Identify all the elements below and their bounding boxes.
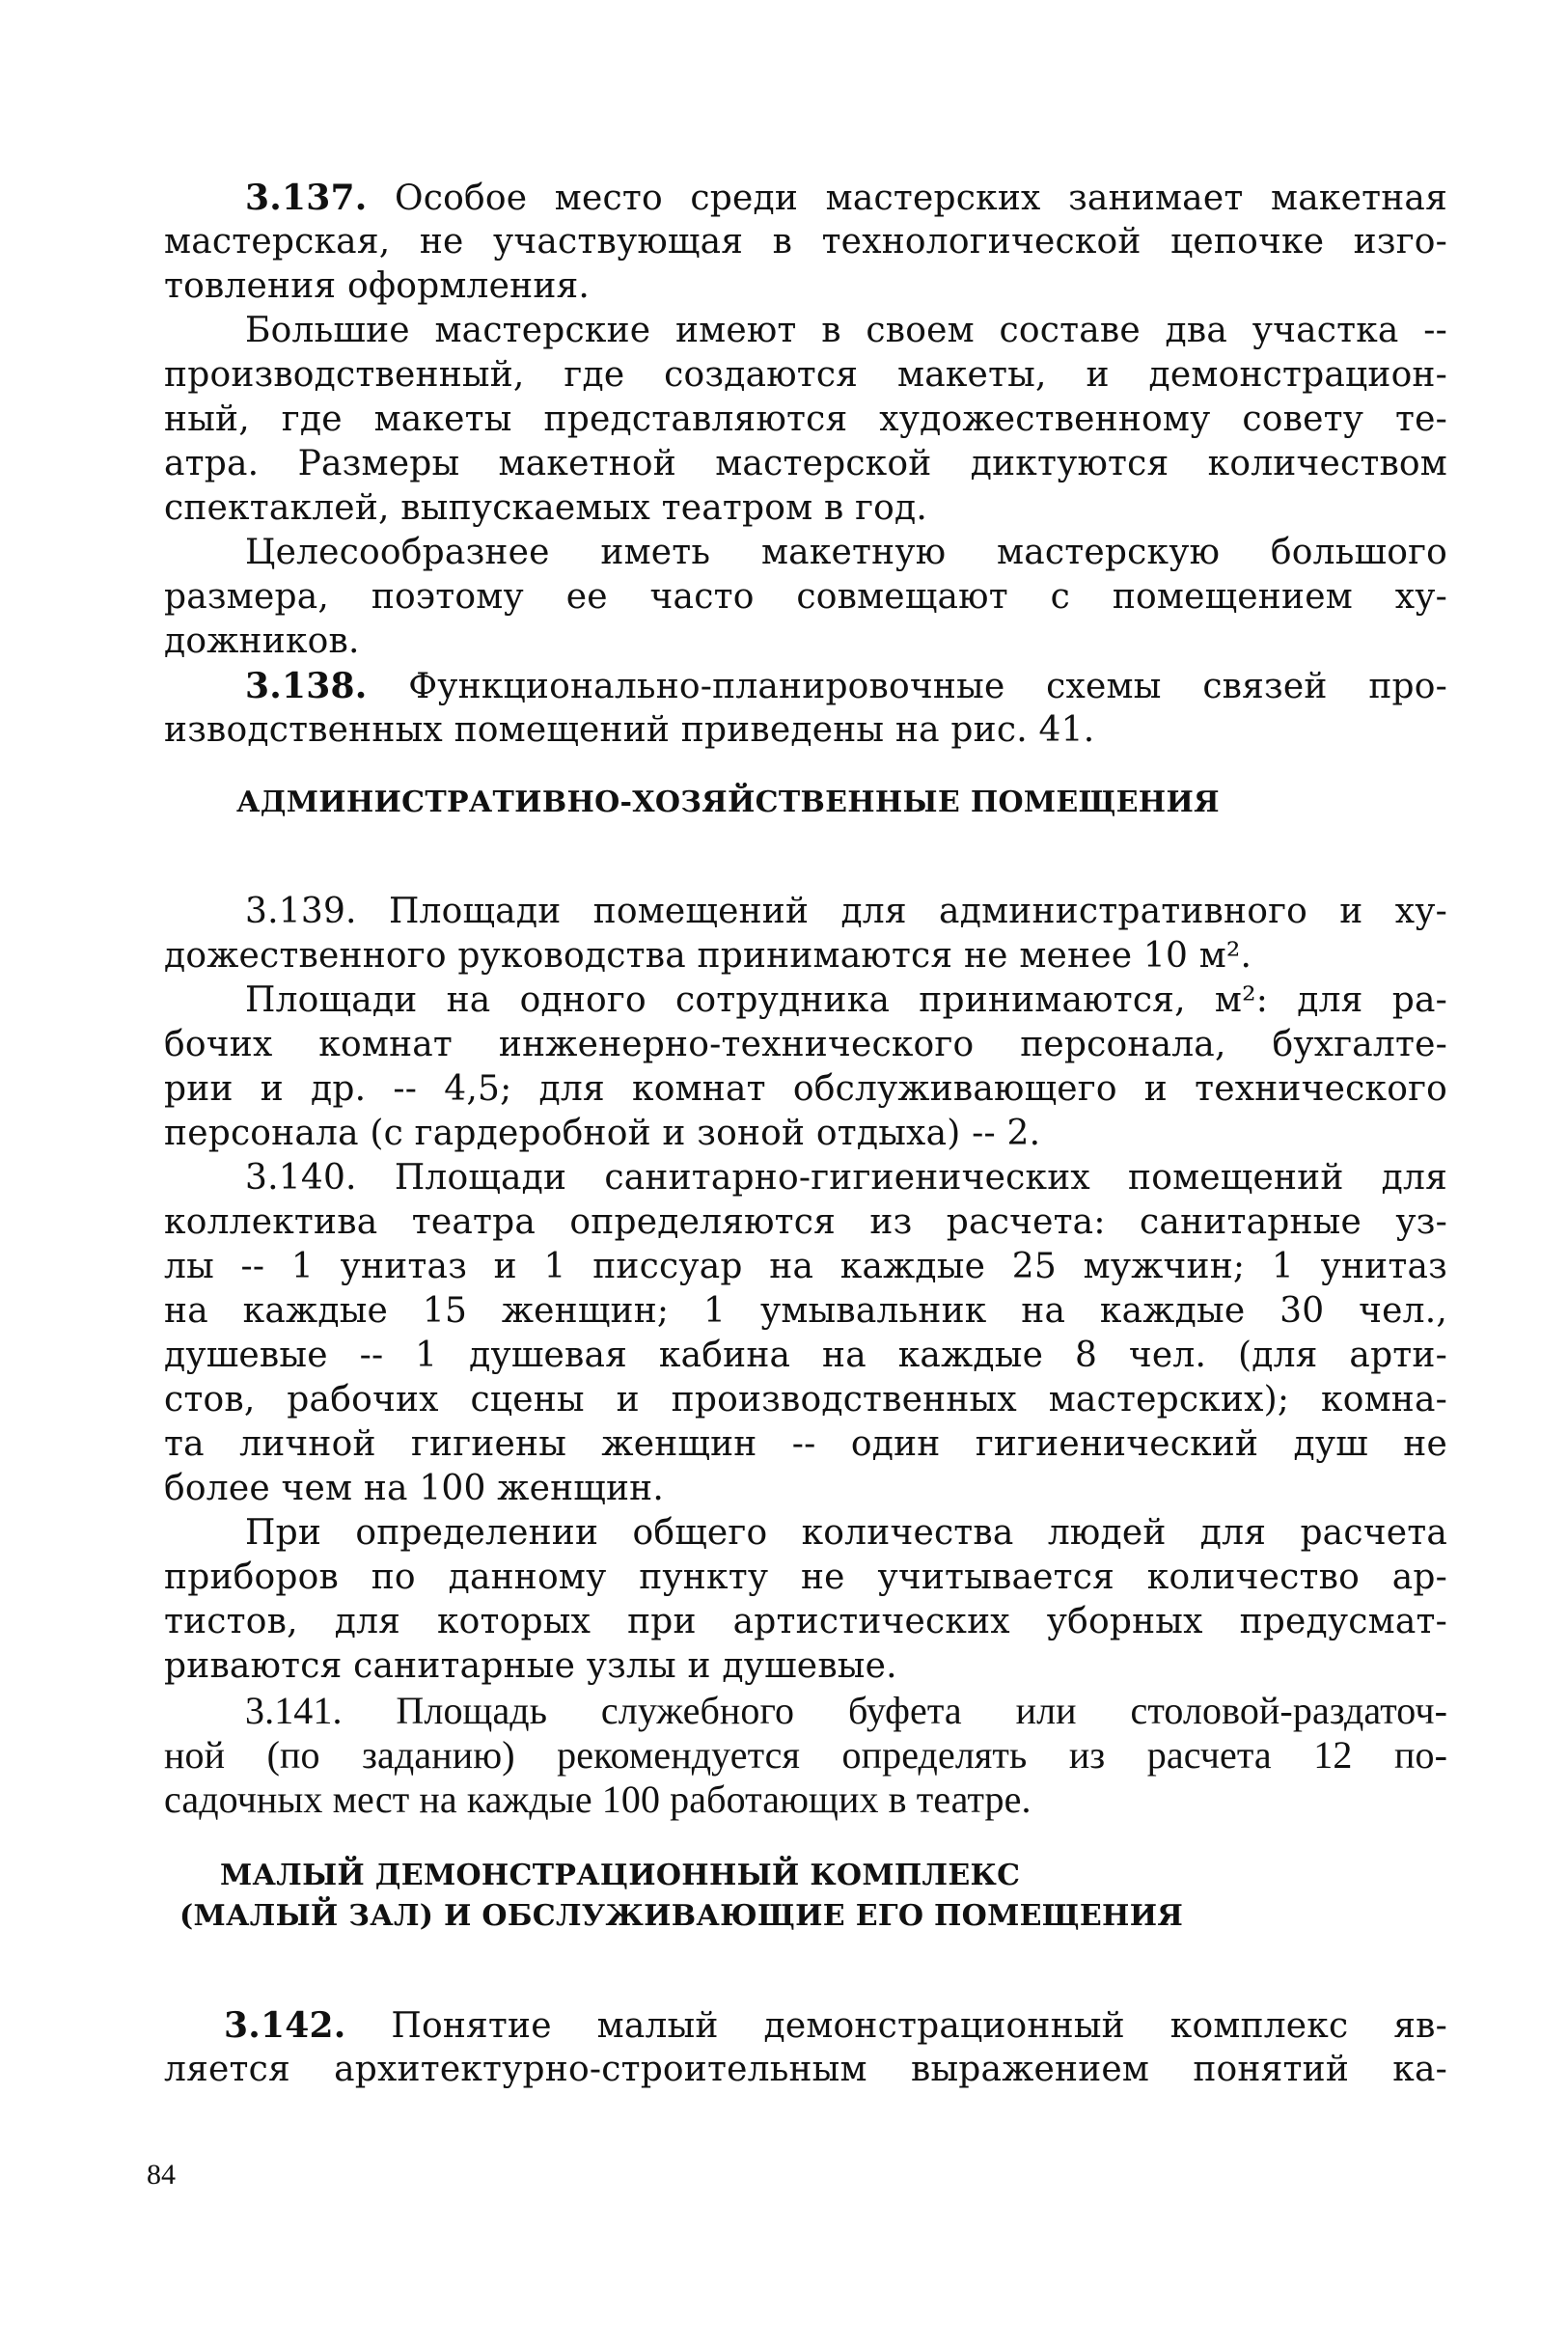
text-line: та личной гигиены женщин -- один гигиенический душ не (164, 1424, 1447, 1464)
line-text: Понятие малый демонстрационный комплекс яв- (345, 2006, 1447, 2046)
section-heading: (МАЛЫЙ ЗАЛ) И ОБСЛУЖИВАЮЩИЕ ЕГО ПОМЕЩЕНИЯ (179, 1899, 1184, 1933)
text-line: дожников. (164, 621, 360, 661)
text-line (245, 664, 1447, 709)
text-line: дожественного руководства принимаются не менее 10 м². (164, 936, 1252, 976)
text-line: лы -- 1 унитаз и 1 писсуар на каждые 25 мужчин; 1 унитаз (164, 1247, 1447, 1286)
clause-number: 3.138. (245, 666, 368, 706)
text-line: Площади на одного сотрудника принимаются, м²: для ра- (245, 980, 1447, 1020)
text-line: бочих комнат инженерно-технического персонала, бухгалте- (164, 1025, 1447, 1064)
section-heading: МАЛЫЙ ДЕМОНСТРАЦИОННЫЙ КОМПЛЕКС (220, 1859, 1021, 1892)
text-line: ный, где макеты представляются художественному совету те- (164, 400, 1447, 439)
text-line (245, 176, 1447, 221)
text-line: 3.140. Площади санитарно-гигиенических помещений для (245, 1158, 1447, 1198)
text-line: стов, рабочих сцены и производственных мастерских); комна- (164, 1380, 1447, 1420)
page-number: 84 (147, 2159, 176, 2191)
text-line: персонала (с гардеробной и зоной отдыха) -- 2. (164, 1114, 1041, 1153)
clause-number: 3.137. (245, 178, 368, 218)
text-line: ляется архитектурно-строительным выражением понятий ка- (164, 2050, 1447, 2089)
text-line: изводственных помещений приведены на рис. 41. (164, 710, 1095, 750)
text-line: рии и др. -- 4,5; для комнат обслуживающего и технического (164, 1069, 1447, 1109)
text-line: мастерская, не участвующая в технологической цепочке изго- (164, 222, 1447, 262)
text-line: риваются санитарные узлы и душевые. (164, 1646, 897, 1686)
text-line: 3.139. Площади помещений для административного и ху- (245, 892, 1447, 931)
text-line: садочных мест на каждые 100 работающих в театре. (164, 1778, 1032, 1821)
text-line: тистов, для которых при артистических уборных предусмат- (164, 1602, 1447, 1641)
text-line: спектаклей, выпускаемых театром в год. (164, 488, 928, 528)
clause-number: 3.142. (224, 2005, 346, 2046)
text-line: атра. Размеры макетной мастерской диктуются количеством (164, 444, 1447, 483)
text-line: Большие мастерские имеют в своем составе два участка -- (245, 311, 1447, 350)
text-line: производственный, где создаются макеты, и демонстрацион- (164, 355, 1447, 395)
text-line: 3.141. Площадь служебного буфета или столовой-раздаточ- (245, 1689, 1447, 1732)
text-line: более чем на 100 женщин. (164, 1469, 664, 1508)
text-line: душевые -- 1 душевая кабина на каждые 8 чел. (для арти- (164, 1336, 1447, 1375)
text-line: размера, поэтому ее часто совмещают с помещением ху- (164, 577, 1447, 617)
text-line: на каждые 15 женщин; 1 умывальник на каждые 30 чел., (164, 1291, 1447, 1331)
line-text: Особое место среди мастерских занимает макетная (367, 179, 1447, 218)
text-line: коллектива театра определяются из расчета: санитарные уз- (164, 1202, 1447, 1242)
text-line: товления оформления. (164, 266, 591, 306)
text-line: Целесообразнее иметь макетную мастерскую большого (245, 533, 1447, 572)
text-line: ной (по заданию) рекомендуется определять из расчета 12 по- (164, 1733, 1447, 1777)
section-heading: АДМИНИСТРАТИВНО-ХОЗЯЙСТВЕННЫЕ ПОМЕЩЕНИЯ (236, 786, 1220, 819)
text-line: При определении общего количества людей для расчета (245, 1513, 1447, 1553)
text-line (224, 2003, 1447, 2049)
text-line: приборов по данному пункту не учитывается количество ар- (164, 1557, 1447, 1597)
line-text: Функционально-планировочные схемы связей про- (367, 667, 1447, 706)
